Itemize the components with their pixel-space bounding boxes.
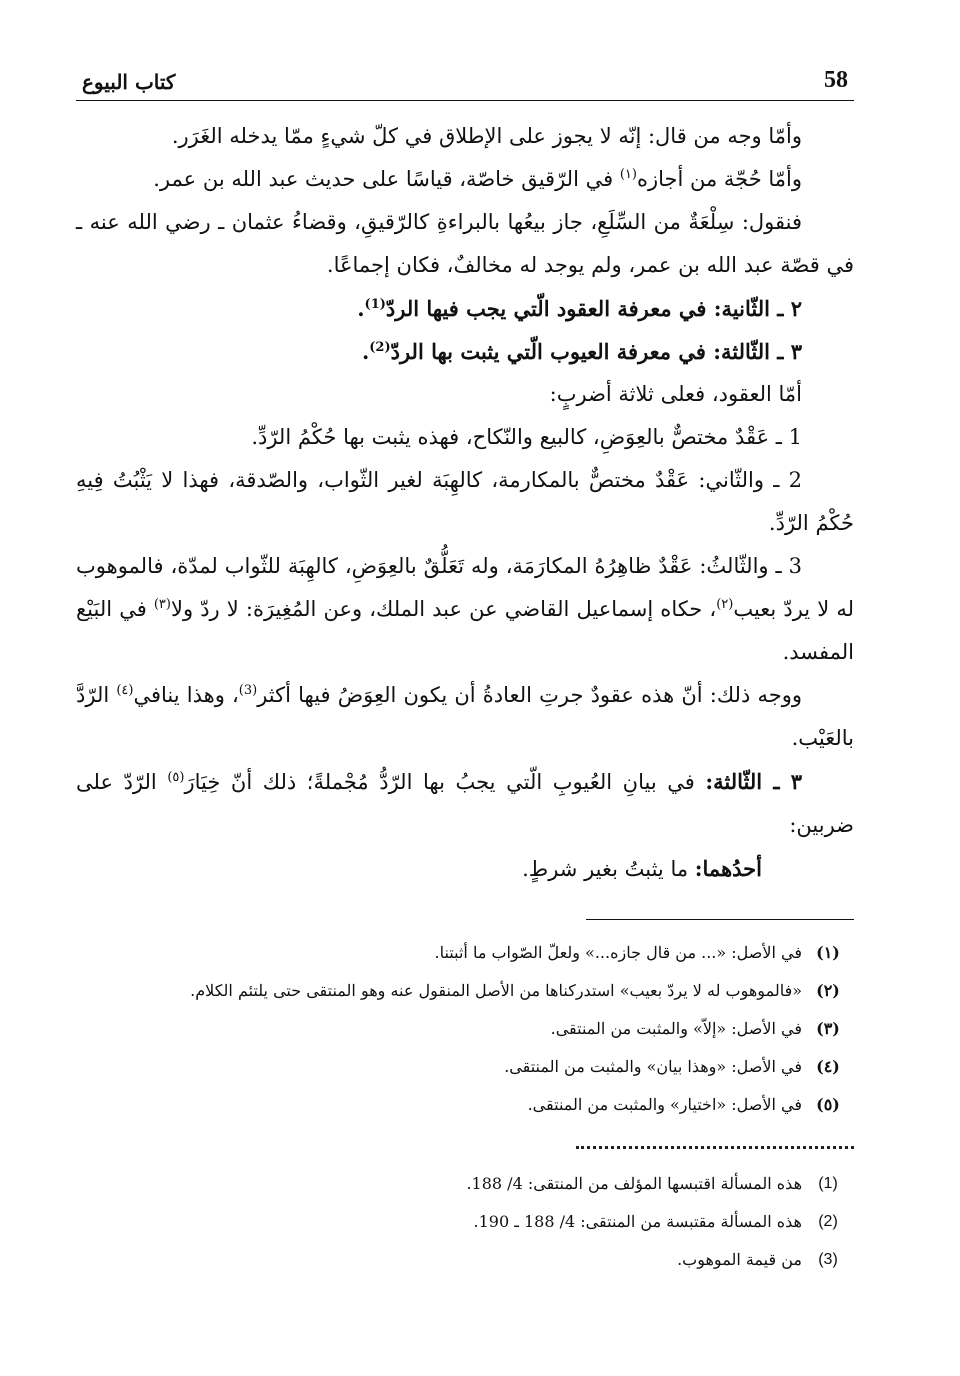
section-label: ٣ ـ الثّالثة: <box>705 769 803 794</box>
paragraph: ووجه ذلك: أنّ هذه عقودٌ جرتِ العادةُ أن يكون العِوَضُ فيها أكثر$^{(3)}$، وهذا ينافي$^{(٤)}$ الرّدَّ بالعَيْب. <box>76 683 854 750</box>
footnote-separator <box>586 919 854 920</box>
section-heading: ٣ ـ الثّالثة: في معرفة العيوب الّتي يثبت بها الردّ$^{(2)}$. <box>361 339 802 364</box>
list-item: 3 ـ والثّالثُ: عَقْدٌ ظاهِرُهُ المكارَمَة، وله تَعَلُّقٌ بالعِوَضِ، كالهِبَة للثّواب لمدّة، فالموهوب له لا يردّ بعيب$^{(٢)}$، حكاه إسماعيل القاضي عن عبد الملك، وعن المُغِيرَة: لا ردّ ولا$^{(٣)}$ في البَيْع المفسد. <box>76 554 854 664</box>
section-label: أحدُهما: <box>694 856 762 881</box>
footnote-ref: (١) <box>619 167 637 182</box>
paragraph: وأمّا وجه من قال: إنّه لا يجوز على الإطلاق في كلّ شيءٍ ممّا يدخله الغَرَر. <box>171 124 802 148</box>
list-item: 2 ـ والثّاني: عَقْدٌ مختصٌّ بالمكارمة، كالهِبَة لغير الثّواب، والصّدقة، فهذا لا يَثْبُتُ فِيهِ حُكْمُ الرّدِّ. <box>76 468 854 535</box>
page-header <box>76 58 854 101</box>
footnote: (٤) في الأصل: «وهذا بيان» والمثبت من المنتقى. <box>504 1057 840 1076</box>
footnote-ref: (٣) <box>153 597 171 612</box>
dotted-separator <box>576 1146 854 1149</box>
footnotes-editor <box>76 934 854 1124</box>
footnote: (3) من قيمة الموهوب. <box>677 1250 838 1269</box>
footnote: (1) هذه المسألة اقتبسها المؤلف من المنتقى: 4/ 188. <box>466 1174 838 1193</box>
page-number: 58 <box>824 67 848 93</box>
list-item: 1 ـ عَقْدٌ مختصٌّ بالعِوَضِ، كالبيع والنّكاح، فهذه يثبت بها حُكْمُ الرّدِّ. <box>251 425 802 449</box>
footnote: (٣) في الأصل: «إلاّ» والمثبت من المنتقى. <box>550 1019 840 1038</box>
paragraph: فنقول: سِلْعَةٌ من السِّلَعِ، جاز بيعُها بالبراءةِ كالرّقيقِ، وقضاءُ عثمان ـ رضي الله عنه ـ في قصّة عبد الله بن عمر، ولم يوجد له مخالفٌ، فكان إجماعًا. <box>76 210 854 277</box>
footnote-ref: (2) <box>369 340 391 355</box>
footnote-ref: (٤) <box>116 683 134 698</box>
footnote-ref: (1) <box>364 297 386 312</box>
footnotes-source <box>76 1165 854 1279</box>
main-text <box>76 115 854 891</box>
section-heading: ٢ ـ الثّانية: في معرفة العقود الّتي يجب فيها الردّ$^{(1)}$. <box>357 296 802 321</box>
footnote: (٢) «فالموهوب له لا يردّ بعيب» استدركناها من الأصل المنقول عنه وهو المنتقى حتى يلتئم الكلام. <box>190 981 840 1000</box>
footnote: (2) هذه المسألة مقتبسة من المنتقى: 4/ 188 ـ 190. <box>473 1212 838 1231</box>
paragraph: أحدُهما: ما يثبتُ بغير شرطٍ. <box>522 856 762 881</box>
footnote: (١) في الأصل: «... من قال جازه...» ولعلّ الصّواب ما أثبتنا. <box>434 943 840 962</box>
paragraph: وأمّا حُجّة من أجازه$^{(١)}$ في الرّقيق خاصّة، قياسًا على حديث عبد الله بن عمر. <box>153 167 802 191</box>
paragraph: أمّا العقود، فعلى ثلاثة أضربٍ: <box>549 382 802 406</box>
footnote: (٥) في الأصل: «اختيار» والمثبت من المنتقى. <box>527 1095 840 1114</box>
running-title: كتاب البيوع <box>82 70 176 94</box>
footnote-ref: (٥) <box>167 770 185 785</box>
paragraph: ٣ ـ الثّالثة: في بيانِ العُيوبِ الّتي يجبُ بها الرّدُّ مُجْملةً؛ ذلك أنّ خِيَارَ$^{(٥)}$ الرّدّ على ضربين: <box>76 769 854 837</box>
footnote-ref: (3) <box>238 683 258 698</box>
footnote-ref: (٢) <box>716 597 734 612</box>
book-page <box>76 58 854 1348</box>
